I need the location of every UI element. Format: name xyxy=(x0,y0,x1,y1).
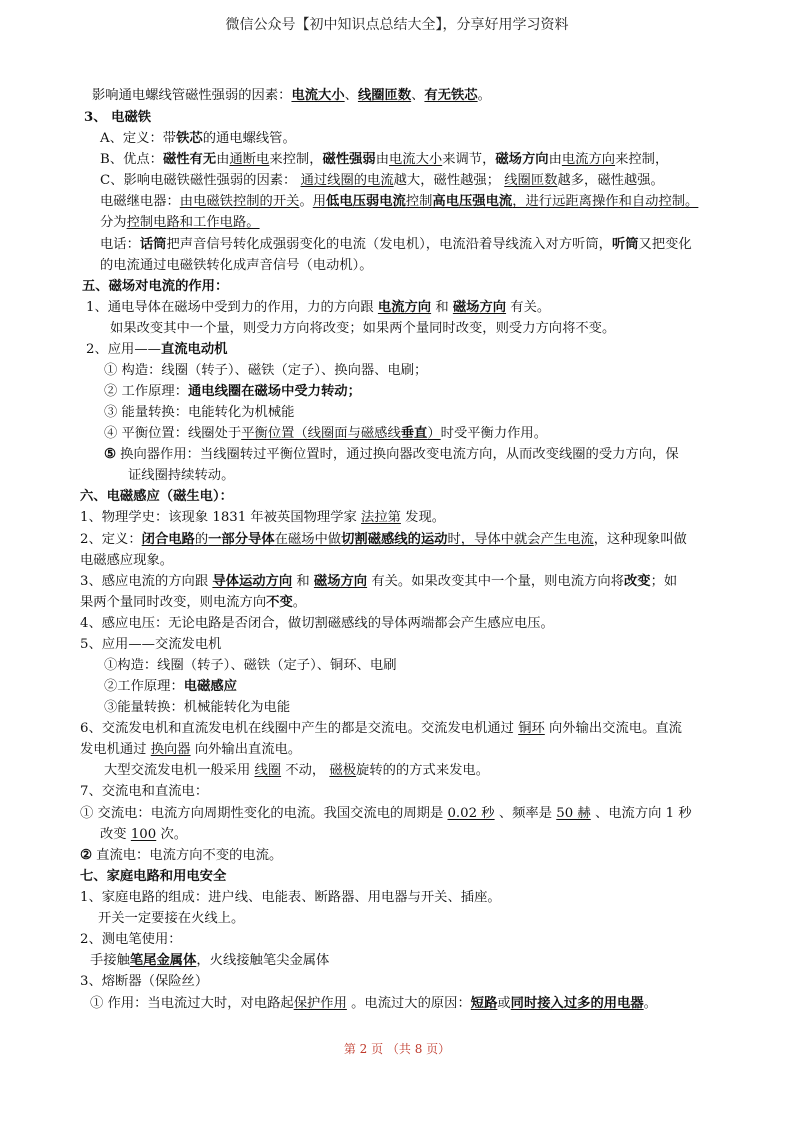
emphasis-text: 由电磁铁控制的开关 xyxy=(179,194,300,209)
text-run: 4、感应电压：无论电路是否闭合，做切割磁感线的导体两端都会产生感应电压。 xyxy=(80,616,554,631)
text-line xyxy=(82,277,228,297)
text-line xyxy=(80,635,221,655)
emphasis-text: 电流方向 xyxy=(377,300,432,315)
text-run: 有关。如果改变其中一个量，则电流方向将 xyxy=(367,574,624,589)
text-run: 7、交流电和直流电： xyxy=(80,784,209,799)
text-run: 影响通电螺线管磁性强弱的因素： xyxy=(92,88,292,103)
text-line xyxy=(80,804,692,824)
emphasis-text: 铁芯 xyxy=(176,131,203,146)
text-run: 电磁继电器： xyxy=(100,194,180,209)
text-run: 来控制， xyxy=(269,152,323,167)
emphasis-text: ② xyxy=(80,848,92,863)
emphasis-text: 同时接入过多的用电器 xyxy=(510,996,644,1011)
text-run: 。 xyxy=(292,595,307,610)
text-run: 2、测电笔使用： xyxy=(80,932,182,947)
text-line xyxy=(80,530,687,550)
text-run: 。 xyxy=(299,194,313,209)
text-run: 大型交流发电机一般采用 xyxy=(104,763,255,778)
text-run: 。 xyxy=(643,996,657,1011)
emphasis-text: 电流方向 xyxy=(561,152,616,167)
emphasis-text: 电流大小 xyxy=(389,152,443,167)
emphasis-text: 控制 xyxy=(405,194,433,209)
emphasis-text: 电流大小 xyxy=(291,88,345,103)
emphasis-text: 闭合电路 xyxy=(141,532,195,547)
emphasis-text: 磁场方向 xyxy=(313,574,368,589)
text-run: 和 xyxy=(431,300,453,315)
text-run: 3、熔断器（保险丝） xyxy=(80,974,209,989)
emphasis-text: 磁场方向 xyxy=(495,152,549,167)
emphasis-text: 换向器 xyxy=(150,742,191,757)
emphasis-text: 线圈 xyxy=(254,763,282,778)
text-run: ③ 能量转换：电能转化为机械能 xyxy=(104,405,295,420)
text-line xyxy=(100,192,698,212)
emphasis-text: 笔尾金属体 xyxy=(129,953,197,968)
emphasis-text: 垂直 xyxy=(400,426,428,441)
text-line xyxy=(84,108,151,128)
emphasis-text: 平衡位置（线圈面与磁感线 xyxy=(241,426,401,441)
text-run: 不动， xyxy=(281,763,330,778)
text-run: ① 构造：线圈（转子）、磁铁（定子）、换向器、电刷； xyxy=(104,363,428,378)
emphasis-text: 磁性强弱 xyxy=(322,152,376,167)
text-run: ① 作用：当电流过大时，对电路起 xyxy=(90,996,294,1011)
emphasis-text: 听筒 xyxy=(611,237,639,252)
text-run: 2、应用—— xyxy=(86,342,161,357)
text-run: 开关一定要接在火线上。 xyxy=(98,911,245,926)
emphasis-text: 话筒 xyxy=(139,237,167,252)
text-run: 越大，磁性越强； xyxy=(393,173,505,188)
emphasis-text: 磁极 xyxy=(329,763,357,778)
text-run: 分为 xyxy=(100,215,127,230)
text-line xyxy=(80,487,233,507)
text-run: 果两个量同时改变，则电流方向 xyxy=(80,595,267,610)
text-run: 向外输出交流电。直流 xyxy=(544,721,682,736)
text-line xyxy=(104,424,547,444)
text-line xyxy=(80,614,554,634)
text-line xyxy=(86,340,227,360)
text-run: 由 xyxy=(375,152,390,167)
text-line xyxy=(90,994,657,1014)
text-line xyxy=(98,909,244,929)
text-line xyxy=(100,213,260,233)
text-line xyxy=(80,572,677,592)
text-line xyxy=(104,361,427,381)
emphasis-text: 法拉第 xyxy=(361,510,401,525)
text-run: 。 xyxy=(477,88,491,103)
text-run: 发电机通过 xyxy=(80,742,151,757)
page-header: 微信公众号【初中知识点总结大全】，分享好用学习资料 xyxy=(225,17,569,33)
text-run: 、 xyxy=(411,88,425,103)
text-run: 有关。 xyxy=(506,300,551,315)
text-line xyxy=(80,782,208,802)
text-line xyxy=(80,551,173,571)
text-line xyxy=(80,972,208,992)
text-line xyxy=(128,466,234,486)
text-line xyxy=(80,593,306,613)
page-footer: 第 2 页 （共 8 页） xyxy=(343,1042,451,1056)
text-line xyxy=(80,888,501,908)
emphasis-text: 的 xyxy=(194,532,209,547)
text-run: C、影响电磁铁磁性强弱的因素： xyxy=(100,173,301,188)
emphasis-text: 铜环 xyxy=(518,721,545,736)
text-line xyxy=(110,319,615,339)
text-run: 的通电螺线管。 xyxy=(202,131,296,146)
text-run: 又把变化 xyxy=(638,237,692,252)
emphasis-text: 50 赫 xyxy=(556,806,591,821)
text-run: 七、家庭电路和用电安全 xyxy=(80,869,227,884)
text-line xyxy=(100,150,668,170)
text-run: 五、磁场对电流的作用： xyxy=(82,279,229,294)
text-run: 由 xyxy=(548,152,562,167)
text-run: 和 xyxy=(292,574,314,589)
emphasis-text: 一部分导体 xyxy=(208,532,275,547)
text-run: 如果改变其中一个量，则受力方向将改变；如果两个量同时改变，则受力方向将不变。 xyxy=(110,321,616,336)
emphasis-text: 低电压弱电流 xyxy=(326,194,406,209)
text-line xyxy=(80,930,182,950)
text-run: 1、通电导体在磁场中受到力的作用，力的方向跟 xyxy=(86,300,378,315)
text-run: 六、电磁感应（磁生电）： xyxy=(80,489,233,504)
text-run: 电磁感应现象。 xyxy=(80,553,174,568)
emphasis-text: 100 xyxy=(130,827,157,842)
text-line xyxy=(104,698,290,718)
emphasis-text: 保护作用 xyxy=(293,996,347,1011)
text-run: 5、应用——交流发电机 xyxy=(80,637,222,652)
emphasis-text: 通断电 xyxy=(229,152,270,167)
text-line xyxy=(104,761,489,781)
text-run: 直流电：电流方向不变的电流。 xyxy=(91,848,283,863)
emphasis-text: 短路 xyxy=(470,996,498,1011)
emphasis-text: 通过线圈的电流 xyxy=(300,173,394,188)
text-run: 换向器作用：当线圈转过平衡位置时，通过换向器改变电流方向，从而改变线圈的受力方向，保 xyxy=(115,447,679,462)
text-line xyxy=(104,656,397,676)
text-line xyxy=(80,508,445,528)
text-line xyxy=(100,825,187,845)
emphasis-text: 导体运动方向 xyxy=(212,574,293,589)
text-line xyxy=(80,867,226,887)
text-line xyxy=(100,256,373,276)
text-line xyxy=(80,740,301,760)
text-run: ① 交流电：电流方向周期性变化的电流。我国交流电的周期是 xyxy=(80,806,448,821)
emphasis-text: 切割磁感线的运动 xyxy=(341,532,448,547)
emphasis-text: 时，导体中就会产生电流 xyxy=(447,532,594,547)
text-run: 发现。 xyxy=(400,510,446,525)
text-run: 向外输出直流电。 xyxy=(190,742,302,757)
text-run: 把声音信号转化成强弱变化的电流（发电机），电流沿着导线流入对方听筒， xyxy=(166,237,612,252)
emphasis-text: 控制电路和工作电路。 xyxy=(126,215,260,230)
text-run: ①构造：线圈（转子）、磁铁（定子）、铜环、电刷 xyxy=(104,658,397,673)
text-line xyxy=(100,129,296,149)
emphasis-text: ⑤ xyxy=(104,447,116,462)
text-run: 次。 xyxy=(156,827,188,842)
text-run: 1、物理学史：该现象 1831 年被英国物理学家 xyxy=(80,510,362,525)
emphasis-text: 通电线圈在磁场中受力转动； xyxy=(188,384,361,399)
text-line xyxy=(100,235,692,255)
text-run: 3、 电磁铁 xyxy=(84,110,152,125)
text-run: 1、家庭电路的组成：进户线、电能表、断路器、用电器与开关、插座。 xyxy=(80,890,501,905)
emphasis-text: 有无铁芯 xyxy=(424,88,478,103)
text-run: 的电流通过电磁铁转化成声音信号（电动机）。 xyxy=(100,258,373,273)
text-line xyxy=(86,298,550,318)
emphasis-text: 高电压强电流 xyxy=(432,194,513,209)
text-run: 旋转的的方式来发电。 xyxy=(356,763,490,778)
text-run: 、频率是 xyxy=(494,806,557,821)
emphasis-text: 用 xyxy=(312,194,327,209)
emphasis-text: ） xyxy=(427,426,441,441)
text-run: 时受平衡力作用。 xyxy=(440,426,548,441)
text-line xyxy=(92,86,491,106)
emphasis-text: 直流电动机 xyxy=(160,342,228,357)
text-run: A、定义：带 xyxy=(100,131,177,146)
text-line xyxy=(104,403,294,423)
emphasis-text: 线圈匝数 xyxy=(357,88,412,103)
emphasis-text: 0.02 秒 xyxy=(447,806,495,821)
emphasis-text: 在磁场中做 xyxy=(274,532,342,547)
text-line xyxy=(104,382,361,402)
text-run: 。电流过大的原因： xyxy=(346,996,471,1011)
text-run: B、优点： xyxy=(100,152,163,167)
text-run: ② 工作原理： xyxy=(104,384,189,399)
text-run: 3、感应电流的方向跟 xyxy=(80,574,213,589)
text-run: ④ 平衡位置：线圈处于 xyxy=(104,426,242,441)
text-run: 来调节， xyxy=(442,152,496,167)
emphasis-text: 线圈匝数 xyxy=(504,173,558,188)
text-run: 改变 xyxy=(100,827,131,842)
text-run: 由 xyxy=(216,152,230,167)
text-line xyxy=(90,951,329,971)
text-run: ③能量转换：机械能转化为电能 xyxy=(104,700,291,715)
text-line xyxy=(80,719,682,739)
emphasis-text: 不变 xyxy=(266,595,293,610)
emphasis-text: 改变 xyxy=(623,574,651,589)
text-run: 手接触 xyxy=(90,953,130,968)
text-line xyxy=(80,846,282,866)
emphasis-text: 磁场方向 xyxy=(452,300,507,315)
text-line xyxy=(104,677,237,697)
text-run: 电话： xyxy=(100,237,140,252)
text-run: 、 xyxy=(344,88,358,103)
emphasis-text: 电磁感应 xyxy=(183,679,237,694)
text-run: 、电流方向 1 秒 xyxy=(590,806,692,821)
text-line xyxy=(104,445,679,465)
text-run: 证线圈持续转动。 xyxy=(128,468,235,483)
emphasis-text: 磁性有无 xyxy=(162,152,217,167)
text-run: 或 xyxy=(497,996,511,1011)
text-run: ，这种现象叫做 xyxy=(593,532,687,547)
text-run: 6、交流发电机和直流发电机在线圈中产生的都是交流电。交流发电机通过 xyxy=(80,721,519,736)
text-run: 2、定义： xyxy=(80,532,142,547)
text-run: ②工作原理： xyxy=(104,679,184,694)
emphasis-text: ，进行远距离操作和自动控制。 xyxy=(512,194,699,209)
text-line xyxy=(100,171,664,191)
text-run: ；如 xyxy=(650,574,678,589)
text-run: ，火线接触笔尖金属体 xyxy=(196,953,330,968)
text-run: 来控制， xyxy=(615,152,669,167)
text-run: 越多，磁性越强。 xyxy=(557,173,664,188)
